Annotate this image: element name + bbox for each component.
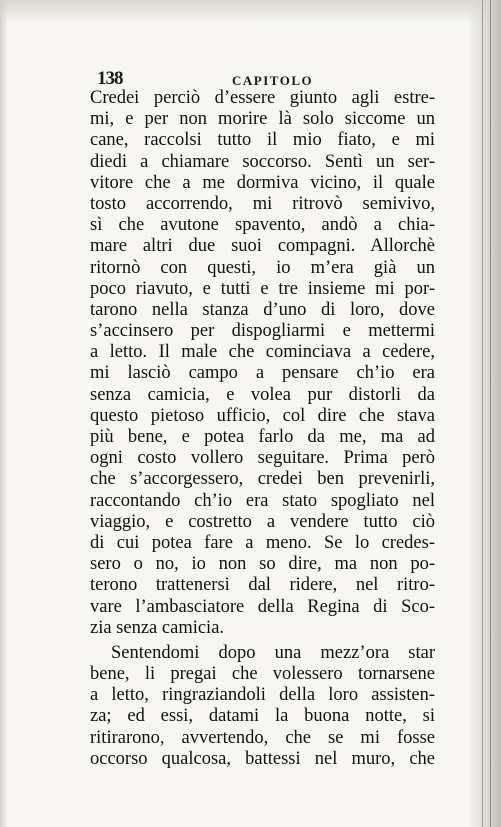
- body-text: [90, 88, 435, 770]
- page-number: 138: [97, 68, 123, 89]
- page-left-shadow: [0, 0, 8, 827]
- page-gutter-shadow: [467, 0, 501, 827]
- text-line: raccontando ch’io era stato spogliato nel: [90, 490, 435, 511]
- text-line: di cui potea fare a meno. Se lo credes-: [90, 532, 435, 553]
- text-line: ogni costo vollero seguitare. Prima però: [90, 448, 435, 469]
- text-line: vare l’ambasciatore della Regina di Sco-: [90, 596, 435, 617]
- text-line: questo pietoso ufficio, col dire che stava: [90, 405, 435, 426]
- text-line: tosto accorrendo, mi ritrovò semivivo,: [90, 193, 435, 214]
- text-line: viaggio, e costretto a vendere tutto ciò: [90, 511, 435, 532]
- text-line: za; ed essi, datami la buona notte, si: [90, 706, 435, 727]
- paragraph-1: [90, 88, 435, 639]
- text-line: occorso qualcosa, battessi nel muro, che: [90, 748, 435, 769]
- text-line: sì che avutone spavento, andò a chia-: [90, 215, 435, 236]
- text-line: che s’accorgessero, credei ben prevenirli,: [90, 469, 435, 490]
- text-line: poco riavuto, e tutti e tre insieme mi por-: [90, 278, 435, 299]
- text-line: terono trattenersi dal ridere, nel ritro-: [90, 575, 435, 596]
- text-line: mi lasciò campo a pensare ch’io era: [90, 363, 435, 384]
- text-line: zia senza camicia.: [90, 617, 225, 638]
- text-line: vitore che a me dormiva vicino, il quale: [90, 172, 435, 193]
- text-line: ritornò con questi, io m’era già un: [90, 257, 435, 278]
- text-line: senza camicia, e volea pur distorli da: [90, 384, 435, 405]
- text-line: s’accinsero per dispogliarmi e mettermi: [90, 321, 435, 342]
- text-line: più bene, e potea farlo da me, ma ad: [90, 427, 435, 447]
- running-head: CAPITOLO: [232, 73, 314, 88]
- page-header: [97, 68, 437, 90]
- text-line: Sentendomi dopo una mezz’ora star: [111, 642, 435, 663]
- text-line: diedi a chiamare soccorso. Sentì un ser-: [90, 151, 435, 172]
- page-top-shadow: [0, 0, 501, 22]
- text-line: mi, e per non morire là solo siccome un: [90, 109, 435, 130]
- text-line: ritirarono, avvertendo, che se mi fosse: [90, 727, 435, 748]
- paragraph-2: [90, 643, 435, 770]
- text-line: tarono nella stanza d’uno di loro, dove: [90, 299, 435, 320]
- text-line: a letto, ringraziandoli della loro assisten-: [90, 685, 435, 706]
- text-line: cane, raccolsi tutto il mio fiato, e mi: [90, 130, 435, 151]
- text-line: sero o no, io non so dire, ma non po-: [90, 554, 435, 575]
- text-line: mare altri due suoi compagni. Allorchè: [90, 236, 435, 257]
- text-line: bene, li pregai che volessero tornarsene: [90, 664, 435, 685]
- text-line: Credei perciò d’essere giunto agli estre-: [90, 88, 435, 108]
- text-line: a letto. Il male che cominciava a cedere,: [90, 342, 435, 363]
